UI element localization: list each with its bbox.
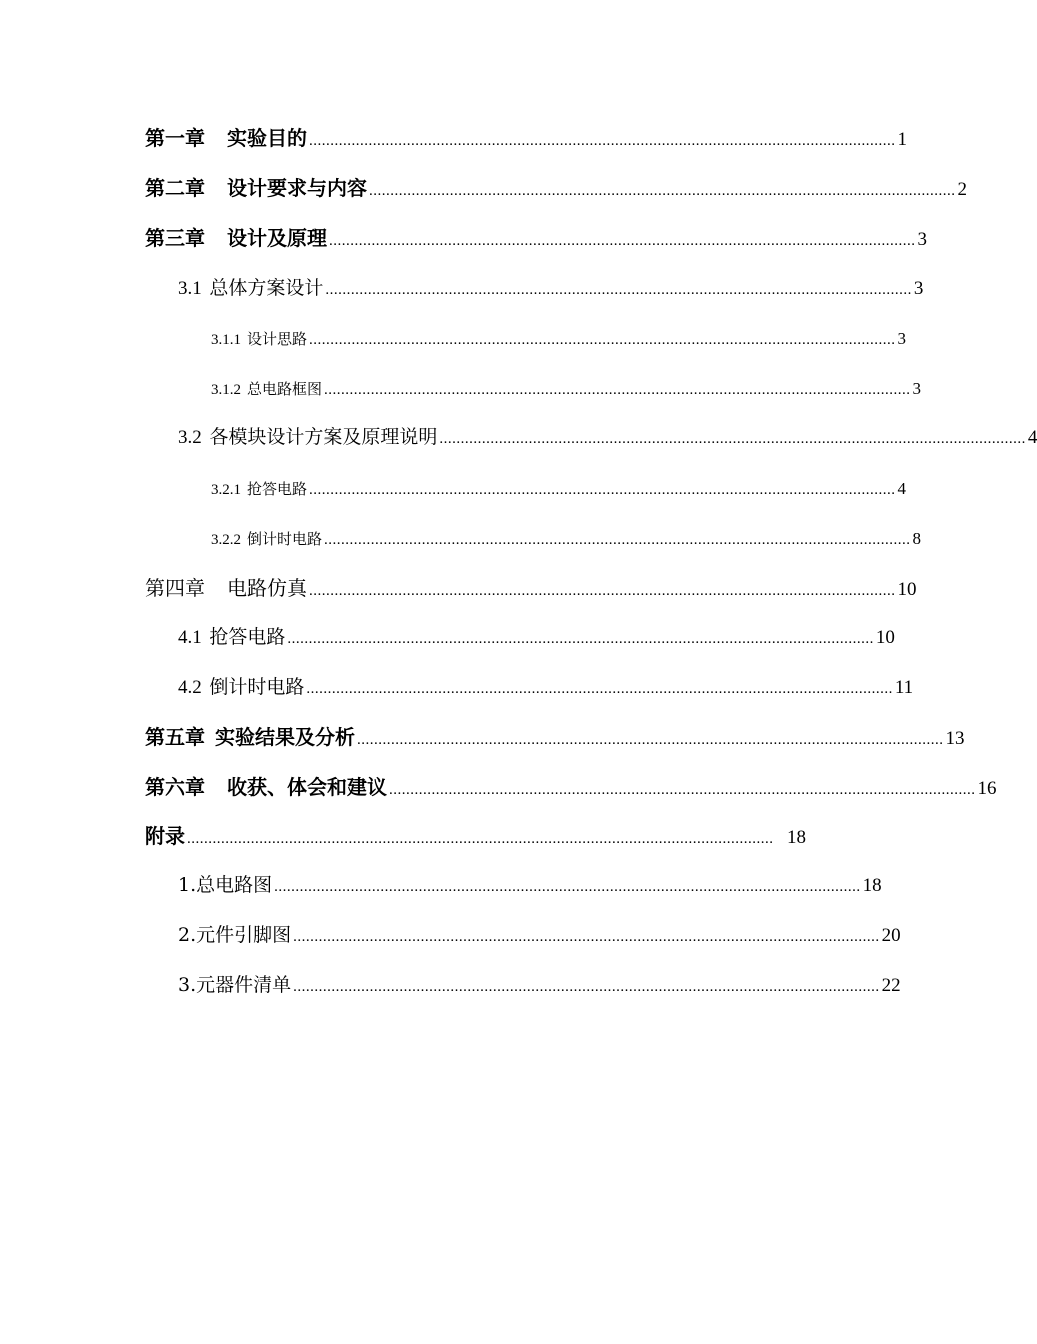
toc-entry-label <box>145 578 307 598</box>
toc-entry-subsection-3-1-1[interactable] <box>211 329 907 348</box>
toc-entry-subsection-3-2-1[interactable] <box>211 479 907 498</box>
toc-entry-subsection-3-2-2[interactable] <box>211 529 922 548</box>
toc-leader-dots: .......................................................................................................................................... <box>306 681 893 697</box>
toc-subsection-title: 倒计时电路 <box>247 530 323 548</box>
toc-section-title: 总体方案设计 <box>209 277 324 299</box>
toc-page-number: 16 <box>977 778 997 799</box>
toc-section-number: 4.2 <box>178 677 202 698</box>
toc-leader-dots: .......................................................................................................................................... <box>325 282 912 298</box>
toc-leader-dots: .......................................................................................................................................... <box>357 732 944 748</box>
toc-entry-chapter-1[interactable] <box>145 126 907 150</box>
toc-subsection-number: 3.2.2 <box>211 532 241 548</box>
toc-appendix-item-title: 3.元器件清单 <box>178 974 292 996</box>
toc-page-number: 11 <box>894 677 914 698</box>
toc-entry-label <box>211 482 307 498</box>
toc-page-number: 10 <box>875 627 895 648</box>
toc-entry-appendix[interactable] <box>145 826 806 847</box>
toc-page-number: 3 <box>897 329 907 348</box>
toc-entry-section-3-2[interactable] <box>178 426 1037 448</box>
toc-section-title: 各模块设计方案及原理说明 <box>209 426 438 448</box>
toc-subsection-title: 总电路框图 <box>247 380 323 398</box>
toc-chapter-title: 实验目的 <box>227 126 307 150</box>
toc-leader-dots: .......................................................................................................................................... <box>309 133 896 149</box>
toc-entry-subsection-3-1-2[interactable] <box>211 379 922 398</box>
toc-entry-label <box>211 382 322 398</box>
toc-leader-dots: .......................................................................................................................................... <box>369 183 956 199</box>
toc-section-number: 4.1 <box>178 627 202 648</box>
toc-entry-appendix-3[interactable] <box>178 974 901 996</box>
toc-chapter-number: 第二章 <box>145 176 205 200</box>
toc-leader-dots: .......................................................................................................................................... <box>329 233 916 249</box>
toc-entry-label <box>211 332 307 348</box>
toc-chapter-title: 设计及原理 <box>227 226 327 250</box>
toc-leader-dots: .......................................................................................................................................... <box>324 532 911 548</box>
toc-entry-label <box>178 976 291 995</box>
toc-page-number: 20 <box>881 925 901 946</box>
toc-entry-label <box>178 678 304 697</box>
toc-entry-section-4-2[interactable] <box>178 676 914 698</box>
toc-leader-dots: .......................................................................................................................................... <box>293 979 880 995</box>
toc-leader-dots: .......................................................................................................................................... <box>309 482 896 498</box>
toc-page-number: 3 <box>912 379 922 398</box>
toc-page-number: 4 <box>897 479 907 498</box>
toc-section-number: 3.2 <box>178 427 202 448</box>
toc-subsection-title: 设计思路 <box>247 330 308 348</box>
toc-chapter-title: 电路仿真 <box>227 576 307 600</box>
toc-page-number: 8 <box>912 529 922 548</box>
toc-page-number: 4 <box>1027 427 1037 448</box>
toc-entry-chapter-2[interactable] <box>145 176 967 200</box>
toc-chapter-number: 第四章 <box>145 576 205 600</box>
toc-entry-label <box>178 628 285 647</box>
toc-entry-label <box>178 279 323 298</box>
toc-leader-dots: .......................................................................................................................................... <box>309 332 896 348</box>
toc-entry-label <box>178 876 272 895</box>
toc-entry-section-4-1[interactable] <box>178 626 895 648</box>
toc-leader-dots: .......................................................................................................................................... <box>187 831 774 847</box>
toc-appendix-title: 附录 <box>145 824 185 848</box>
toc-page-number: 1 <box>897 129 907 150</box>
toc-entry-chapter-4[interactable] <box>145 576 917 600</box>
toc-page-number: 18 <box>862 875 882 896</box>
toc-section-title: 倒计时电路 <box>209 676 305 698</box>
toc-leader-dots: .......................................................................................................................................... <box>274 879 861 895</box>
toc-page-number: 10 <box>897 579 917 600</box>
toc-chapter-number: 第三章 <box>145 226 205 250</box>
toc-entry-appendix-2[interactable] <box>178 924 901 946</box>
toc-entry-label <box>145 178 367 198</box>
toc-subsection-number: 3.1.1 <box>211 332 241 348</box>
toc-chapter-title: 设计要求与内容 <box>227 176 367 200</box>
toc-appendix-item-title: 1.总电路图 <box>178 874 273 896</box>
toc-chapter-number: 第五章 <box>145 725 205 749</box>
toc-page-number: 3 <box>917 229 927 250</box>
toc-subsection-number: 3.1.2 <box>211 382 241 398</box>
toc-section-number: 3.1 <box>178 278 202 299</box>
toc-leader-dots: .......................................................................................................................................... <box>439 431 1026 447</box>
toc-entry-label <box>211 532 322 548</box>
toc-chapter-title: 实验结果及分析 <box>215 725 355 749</box>
toc-page-number: 22 <box>881 975 901 996</box>
toc-page-number: 2 <box>957 179 967 200</box>
toc-page-number: 3 <box>913 278 924 299</box>
toc-entry-appendix-1[interactable] <box>178 874 882 896</box>
toc-entry-chapter-6[interactable] <box>145 775 997 799</box>
toc-appendix-item-title: 2.元件引脚图 <box>178 924 292 946</box>
toc-leader-dots: .......................................................................................................................................... <box>287 631 874 647</box>
toc-entry-label <box>145 128 307 148</box>
toc-leader-dots: .......................................................................................................................................... <box>389 782 976 798</box>
toc-entry-label <box>145 727 355 747</box>
toc-leader-dots: .......................................................................................................................................... <box>293 929 880 945</box>
toc-entry-label <box>145 826 185 846</box>
toc-entry-label <box>145 228 327 248</box>
toc-chapter-number: 第一章 <box>145 126 205 150</box>
toc-entry-chapter-3[interactable] <box>145 226 927 250</box>
toc-chapter-title: 收获、体会和建议 <box>227 775 387 799</box>
toc-leader-dots: .......................................................................................................................................... <box>309 583 896 599</box>
toc-entry-section-3-1[interactable] <box>178 277 924 299</box>
toc-section-title: 抢答电路 <box>209 626 286 648</box>
toc-entry-chapter-5[interactable] <box>145 725 965 749</box>
toc-entry-label <box>145 777 387 797</box>
toc-leader-dots: .......................................................................................................................................... <box>324 382 911 398</box>
toc-page-number: 18 <box>787 827 806 848</box>
toc-subsection-title: 抢答电路 <box>247 480 308 498</box>
toc-entry-label <box>178 926 291 945</box>
toc-entry-label <box>178 428 437 447</box>
toc-subsection-number: 3.2.1 <box>211 482 241 498</box>
toc-chapter-number: 第六章 <box>145 775 205 799</box>
toc-page-number: 13 <box>945 728 965 749</box>
